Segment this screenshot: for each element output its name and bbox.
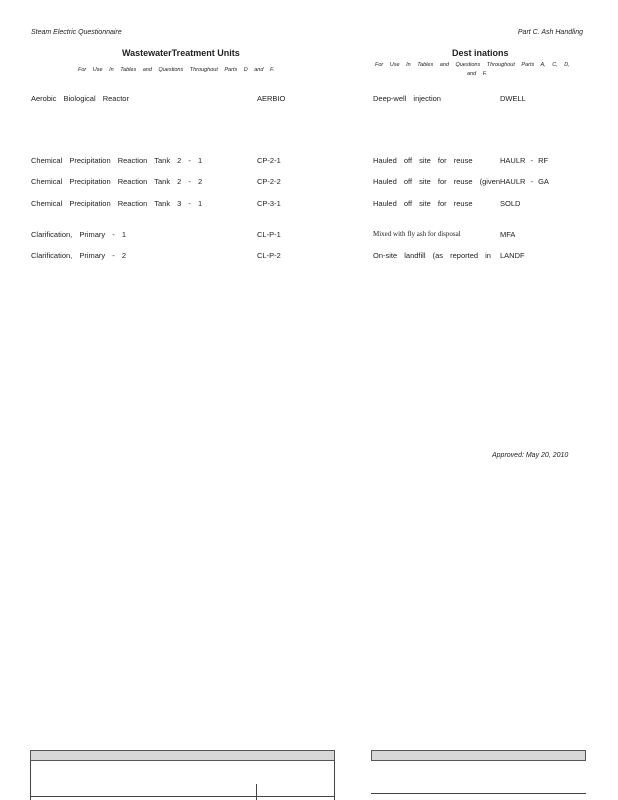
unit-code: CP-2-1 <box>257 156 281 165</box>
destination-label: Mixed with fly ash for disposal <box>373 230 461 238</box>
destination-label: Deep-well injection <box>373 94 441 103</box>
destination-label: Hauled off site for reuse <box>373 156 473 165</box>
destination-label: Hauled off site for reuse (given <box>373 177 501 186</box>
questionnaire-title: Steam Electric Questionnaire <box>31 29 122 36</box>
unit-label: Chemical Precipitation Reaction Tank 2 - 1 <box>31 156 203 165</box>
unit-code: CL-P-1 <box>257 230 281 239</box>
unit-code: CP-2-2 <box>257 177 281 186</box>
destination-code: MFA <box>500 230 516 239</box>
left-form-border-left <box>30 761 31 800</box>
destination-code: LANDF <box>500 251 525 260</box>
approval-date: Approved: May 20, 2010 <box>492 452 569 459</box>
left-form-row-line <box>30 796 335 797</box>
destination-code: DWELL <box>500 94 526 103</box>
unit-code: AERBIO <box>257 94 286 103</box>
unit-code: CL-P-2 <box>257 251 281 260</box>
destinations-title: Dest inations <box>452 48 509 58</box>
right-form-row-line <box>371 793 586 794</box>
left-form-header-bar <box>30 750 335 761</box>
wastewater-units-title: WastewaterTreatment Units <box>122 48 240 58</box>
left-form-border-right <box>334 761 335 800</box>
destination-code: HAULR - RF <box>500 156 549 165</box>
destinations-subtitle-cont: and F. <box>467 71 487 77</box>
unit-label: Clarification, Primary - 1 <box>31 230 127 239</box>
wastewater-units-subtitle: For Use In Tables and Questions Throughout Parts D and F. <box>78 67 275 73</box>
left-form-column-divider <box>256 784 257 800</box>
unit-label: Aerobic Biological Reactor <box>31 94 129 103</box>
right-form-header-bar <box>371 750 586 761</box>
destination-code: SOLD <box>500 199 521 208</box>
destination-label: On-site landfill (as reported in <box>373 251 491 260</box>
part-title: Part C. Ash Handling <box>517 29 583 36</box>
destinations-subtitle: For Use In Tables and Questions Throughout Parts A, C, D, <box>375 62 570 68</box>
destination-label: Hauled off site for reuse <box>373 199 473 208</box>
unit-label: Chemical Precipitation Reaction Tank 3 - 1 <box>31 199 203 208</box>
unit-label: Clarification, Primary - 2 <box>31 251 127 260</box>
unit-code: CP-3-1 <box>257 199 281 208</box>
unit-label: Chemical Precipitation Reaction Tank 2 - 2 <box>31 177 203 186</box>
destination-code: HAULR - GA <box>500 177 549 186</box>
